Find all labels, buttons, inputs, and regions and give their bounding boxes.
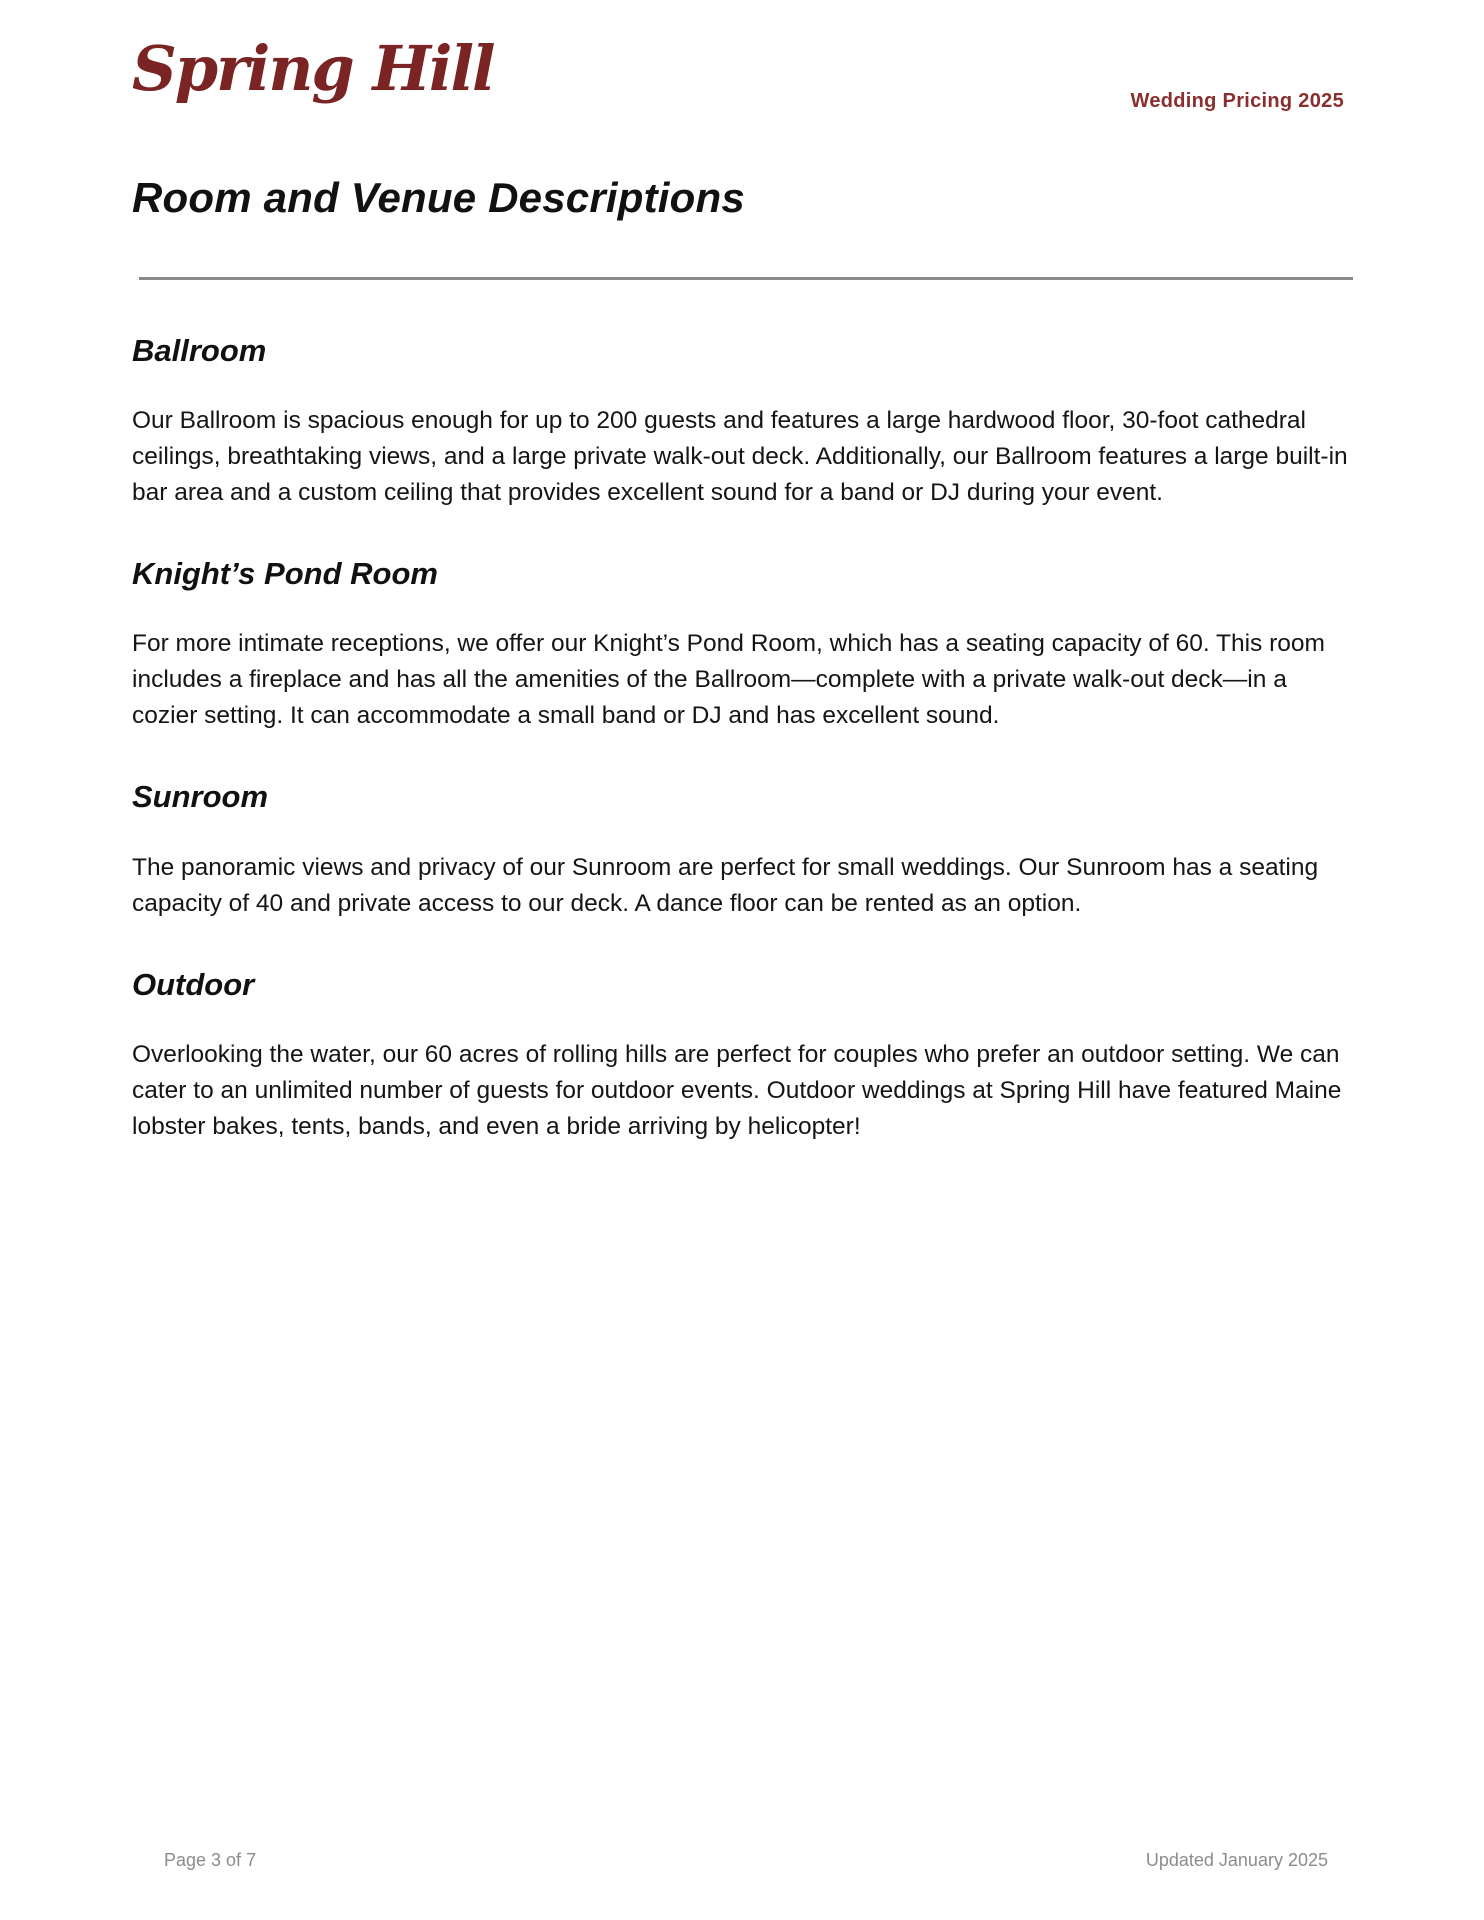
- section-body-knights-pond-room: For more intimate receptions, we offer our Knight’s Pond Room, which has a seating capacity of 60. This room includes a fireplace and has all the amenities of the Ballroom—complete with a private walk-out deck—in a cozier setting. It can accommodate a small band or DJ and has excellent sound.: [132, 630, 1325, 730]
- section-heading-outdoor: Outdoor: [132, 966, 255, 1002]
- spring-hill-logo: Spring Hill: [132, 32, 494, 105]
- section-knights-pond-room: [132, 555, 1357, 734]
- venue-descriptions: [132, 332, 1357, 1189]
- footer-updated-date: Updated January 2025: [1145, 1850, 1328, 1870]
- section-heading-sunroom: Sunroom: [132, 779, 269, 815]
- title-divider: [139, 277, 1353, 280]
- footer-page-number: Page 3 of 7: [164, 1850, 257, 1870]
- section-body-outdoor: Overlooking the water, our 60 acres of rolling hills are perfect for couples who prefer an outdoor setting. We can cater to an unlimited number of guests for outdoor events. Outdoor weddings at Spring Hill have featured Maine lobster bakes, tents, bands, and even a bride arriving by helicopter!: [132, 1040, 1342, 1140]
- section-body-sunroom: The panoramic views and privacy of our Sunroom are perfect for small weddings. Our Sunroom has a seating capacity of 40 and private access to our deck. A dance floor can be rented as an option.: [132, 853, 1319, 917]
- section-body-ballroom: Our Ballroom is spacious enough for up to 200 guests and features a large hardwood floor, 30-foot cathedral ceilings, breathtaking views, and a large private walk-out deck. Additionally, our Ballroom features a large built-in bar area and a custom ceiling that provides excellent sound for a band or DJ during your event.: [132, 407, 1348, 507]
- section-heading-knights-pond-room: Knight’s Pond Room: [132, 556, 438, 592]
- section-outdoor: [132, 966, 1357, 1145]
- section-ballroom: [132, 332, 1357, 511]
- header-subtitle: Wedding Pricing 2025: [1130, 90, 1344, 112]
- section-heading-ballroom: Ballroom: [132, 333, 267, 368]
- page-title: Room and Venue Descriptions: [132, 174, 745, 221]
- section-sunroom: [132, 778, 1357, 921]
